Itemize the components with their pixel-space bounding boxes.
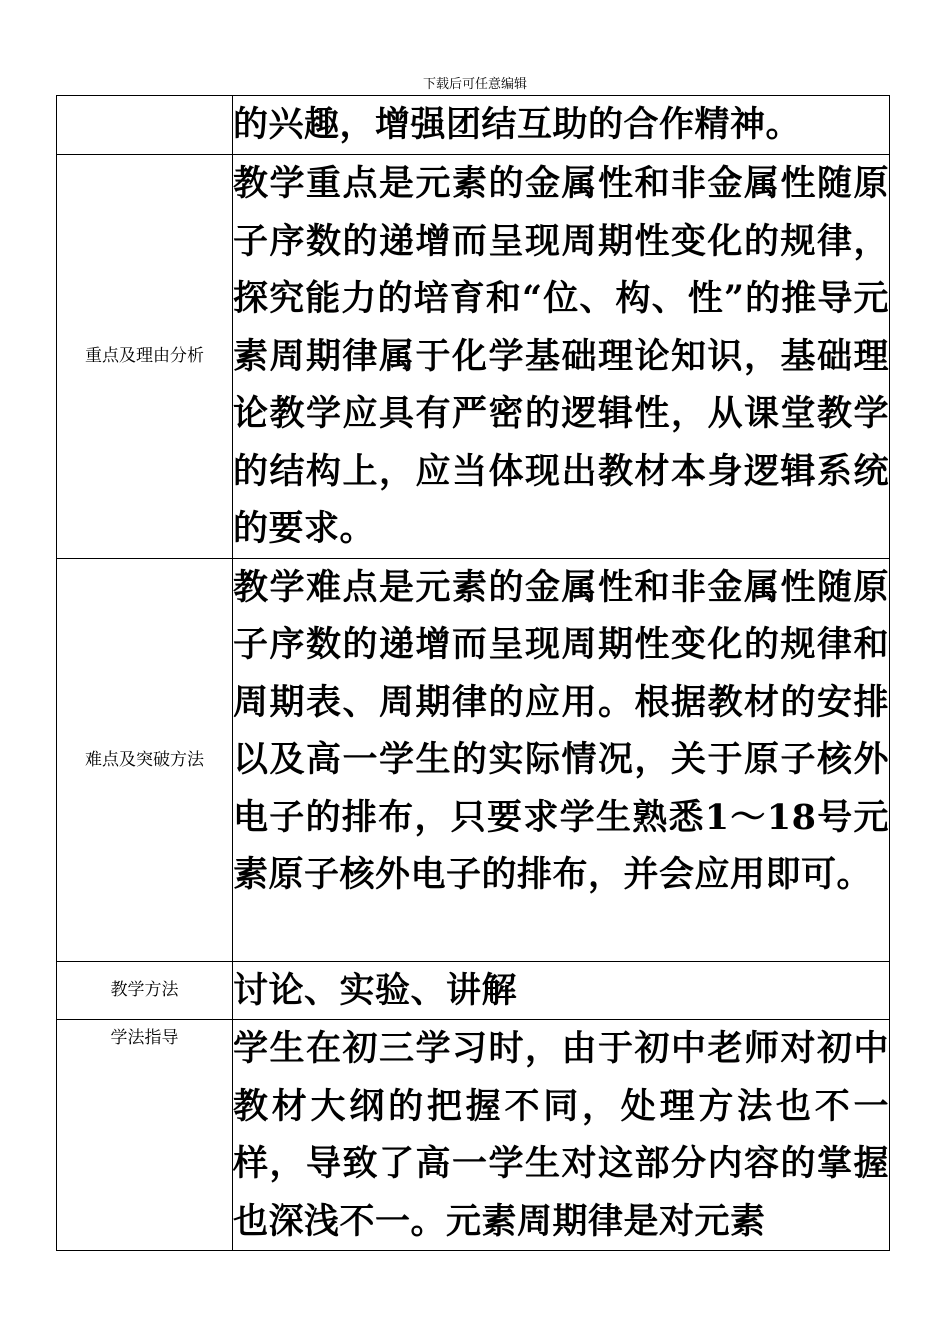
- row-label: 难点及突破方法: [57, 558, 233, 961]
- row-label: 重点及理由分析: [57, 155, 233, 559]
- row-content: 的兴趣，增强团结互助的合作精神。: [233, 96, 890, 155]
- row-content: 讨论、实验、讲解: [233, 961, 890, 1020]
- table-row: [57, 961, 890, 1020]
- row-content: 教学难点是元素的金属性和非金属性随原子序数的递增而呈现周期性变化的规律和周期表、周期律的应用。根据教材的安排以及高一学生的实际情况，关于原子核外电子的排布，只要求学生熟悉1～18号元素原子核外电子的排布，并会应用即可。: [233, 558, 890, 961]
- page-header: 下载后可任意编辑: [422, 77, 527, 92]
- table-row: [57, 96, 890, 155]
- table-row: [57, 558, 890, 961]
- row-content: 学生在初三学习时，由于初中老师对初中教材大纲的把握不同，处理方法也不一样，导致了高一学生对这部分内容的掌握也深浅不一。元素周期律是对元素: [233, 1020, 890, 1251]
- row-content: 教学重点是元素的金属性和非金属性随原子序数的递增而呈现周期性变化的规律，探究能力的培育和“位、构、性”的推导元素周期律属于化学基础理论知识，基础理论教学应具有严密的逻辑性，从课堂教学的结构上，应当体现出教材本身逻辑系统的要求。: [233, 155, 890, 559]
- row-label: [57, 96, 233, 155]
- row-label: 教学方法: [57, 961, 233, 1020]
- table-row: [57, 1020, 890, 1251]
- row-label: 学法指导: [57, 1020, 233, 1251]
- table-row: [57, 155, 890, 559]
- lesson-plan-table: [56, 95, 890, 1251]
